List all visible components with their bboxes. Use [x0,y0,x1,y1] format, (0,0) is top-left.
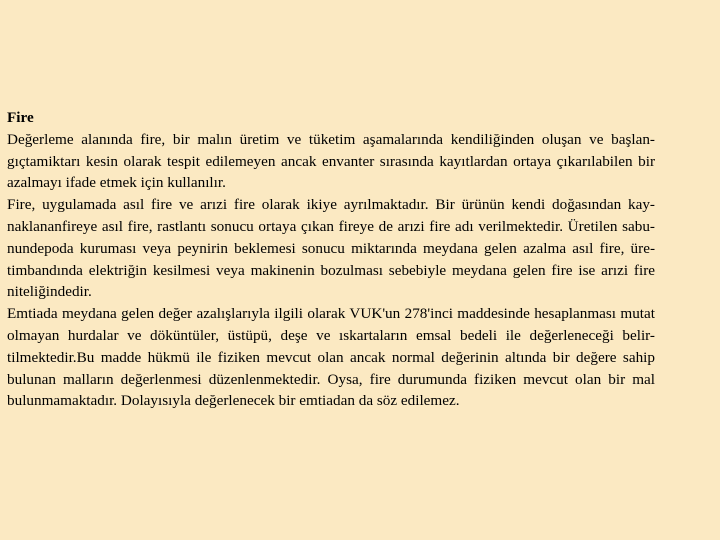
paragraph-valuation: Emtiada meydana gelen değer azalışlarıyla ilgili olarak VUK'un 278'inci maddesinde hesaplanması mutat olmayan hurdalar ve döküntüler, üstüpü, deşe ve ıskartaların emsal bedeli ile değerleneceği belir-tilmektedir.Bu madde hükmü ile fiziken mevcut olan ancak normal değerinin altında bir değere sahip bulunan malların değerlenmesi düzenlenmektedir. Oysa, fire durumunda fiziken mevcut olan bir mal bulunmamaktadır. Dolayısıyla değerlenecek bir emtiadan da söz edilemez. [7,305,655,410]
document-title: Fire [7,109,34,126]
paragraph-types: Fire, uygulamada asıl fire ve arızi fire olarak ikiye ayrılmaktadır. Bir ürünün kendi doğasından kay-naklananfireye asıl fire, rastlantı sonucu ortaya çıkan fireye de arızi fire adı verilmektedir. Üretilen sabu-nundepoda kuruması veya peynirin beklemesi sonucu miktarında meydana gelen azalma asıl fire, üre-timbandında elektriğin kesilmesi veya makinenin bozulması sebebiyle meydana gelen fire ise arızi fire niteliğindedir. [7,196,655,301]
text-body [7,107,655,412]
paragraph-definition: Değerleme alanında fire, bir malın üretim ve tüketim aşamalarında kendiliğinden oluşan ve başlan-gıçtamiktarı kesin olarak tespit edilemeyen ancak envanter sırasında kayıtlardan ortaya çıkarılabilen bir azalmayı ifade etmek için kullanılır. [7,130,655,192]
